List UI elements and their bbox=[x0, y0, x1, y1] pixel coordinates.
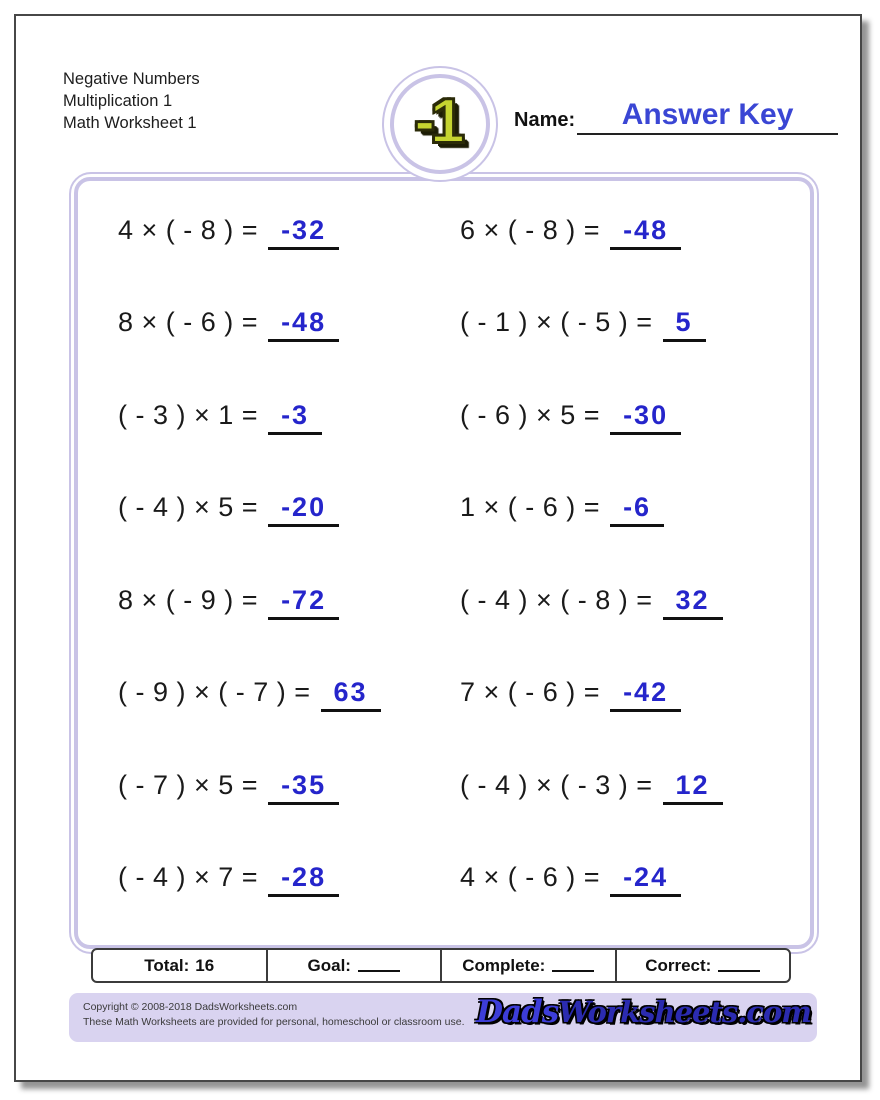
answer-blank: -72 bbox=[268, 585, 339, 620]
problem-expression: 6 × ( - 8 ) = bbox=[460, 214, 601, 245]
answer-blank: -48 bbox=[268, 307, 339, 342]
stat-value: 16 bbox=[195, 955, 215, 975]
stat-label: Total: bbox=[144, 955, 190, 975]
problem bbox=[78, 862, 444, 897]
stat-cell-total bbox=[93, 950, 266, 981]
stat-label: Correct: bbox=[645, 955, 712, 975]
problem bbox=[78, 400, 444, 435]
problem-expression: ( - 6 ) × 5 = bbox=[460, 399, 601, 430]
title-line-3: Math Worksheet 1 bbox=[63, 114, 197, 132]
logo-worksheets-text: Worksheets.com bbox=[558, 995, 811, 1029]
answer-blank: -30 bbox=[610, 400, 681, 435]
answer-blank: -6 bbox=[610, 492, 664, 527]
problem bbox=[78, 677, 444, 712]
logo-dads-text: Dads bbox=[476, 994, 559, 1030]
problem bbox=[444, 677, 810, 712]
answer-blank: -24 bbox=[610, 862, 681, 897]
problem-expression: ( - 4 ) × ( - 3 ) = bbox=[460, 769, 653, 800]
dadsworksheets-logo bbox=[476, 994, 811, 1030]
problem bbox=[444, 585, 810, 620]
footer-band bbox=[69, 993, 817, 1042]
problem bbox=[444, 770, 810, 805]
answer-blank: 5 bbox=[663, 307, 706, 342]
answer-blank: 12 bbox=[663, 770, 723, 805]
stat-blank-line bbox=[552, 959, 594, 972]
problem-expression: 4 × ( - 6 ) = bbox=[460, 862, 601, 893]
name-area bbox=[514, 100, 838, 135]
problem bbox=[78, 770, 444, 805]
copyright-line-1: Copyright © 2008-2018 DadsWorksheets.com bbox=[83, 1001, 298, 1013]
problem bbox=[444, 862, 810, 897]
minus-one-icon: -1 bbox=[414, 86, 460, 156]
problem bbox=[78, 307, 444, 342]
problem-expression: ( - 4 ) × 7 = bbox=[118, 862, 259, 893]
problem bbox=[444, 307, 810, 342]
answer-blank: -28 bbox=[268, 862, 339, 897]
problem bbox=[444, 492, 810, 527]
answer-key-text: Answer Key bbox=[621, 98, 794, 131]
problem-expression: ( - 9 ) × ( - 7 ) = bbox=[118, 677, 311, 708]
copyright-line-2: These Math Worksheets are provided for personal, homeschool or classroom use. bbox=[83, 1016, 465, 1028]
problem-expression: ( - 1 ) × ( - 5 ) = bbox=[460, 307, 653, 338]
problem bbox=[78, 585, 444, 620]
problem-expression: ( - 4 ) × 5 = bbox=[118, 492, 259, 523]
answer-blank: 32 bbox=[663, 585, 723, 620]
name-underline bbox=[577, 100, 838, 135]
answer-blank: -35 bbox=[268, 770, 339, 805]
problem bbox=[444, 400, 810, 435]
stat-cell-correct bbox=[615, 950, 790, 981]
logo-outer-ring bbox=[382, 66, 498, 182]
problem-expression: 7 × ( - 6 ) = bbox=[460, 677, 601, 708]
answer-blank: -3 bbox=[268, 400, 322, 435]
stat-cell-complete bbox=[440, 950, 615, 981]
problem bbox=[78, 215, 444, 250]
stat-blank-line bbox=[718, 959, 760, 972]
answer-blank: -48 bbox=[610, 215, 681, 250]
minus-one-logo bbox=[382, 66, 498, 182]
name-label: Name: bbox=[514, 109, 576, 131]
header-titles bbox=[63, 68, 200, 134]
worksheet-page bbox=[14, 14, 862, 1082]
stat-label: Complete: bbox=[462, 955, 546, 975]
stats-bar bbox=[91, 948, 791, 983]
title-line-2: Multiplication 1 bbox=[63, 92, 173, 110]
logo-inner-ring bbox=[390, 74, 490, 174]
answer-blank: 63 bbox=[321, 677, 381, 712]
copyright-text bbox=[83, 1000, 465, 1030]
problem bbox=[444, 215, 810, 250]
title-line-1: Negative Numbers bbox=[63, 70, 200, 88]
answer-blank: -20 bbox=[268, 492, 339, 527]
problem-expression: 1 × ( - 6 ) = bbox=[460, 492, 601, 523]
problem bbox=[78, 492, 444, 527]
stat-label: Goal: bbox=[307, 955, 351, 975]
stat-blank-line bbox=[358, 959, 400, 972]
problem-expression: 8 × ( - 9 ) = bbox=[118, 584, 259, 615]
answer-blank: -42 bbox=[610, 677, 681, 712]
problem-expression: 8 × ( - 6 ) = bbox=[118, 307, 259, 338]
problem-expression: 4 × ( - 8 ) = bbox=[118, 214, 259, 245]
problem-expression: ( - 4 ) × ( - 8 ) = bbox=[460, 584, 653, 615]
answer-blank: -32 bbox=[268, 215, 339, 250]
problem-expression: ( - 3 ) × 1 = bbox=[118, 399, 259, 430]
problem-expression: ( - 7 ) × 5 = bbox=[118, 769, 259, 800]
problems-grid bbox=[78, 186, 810, 926]
stat-cell-goal bbox=[266, 950, 441, 981]
